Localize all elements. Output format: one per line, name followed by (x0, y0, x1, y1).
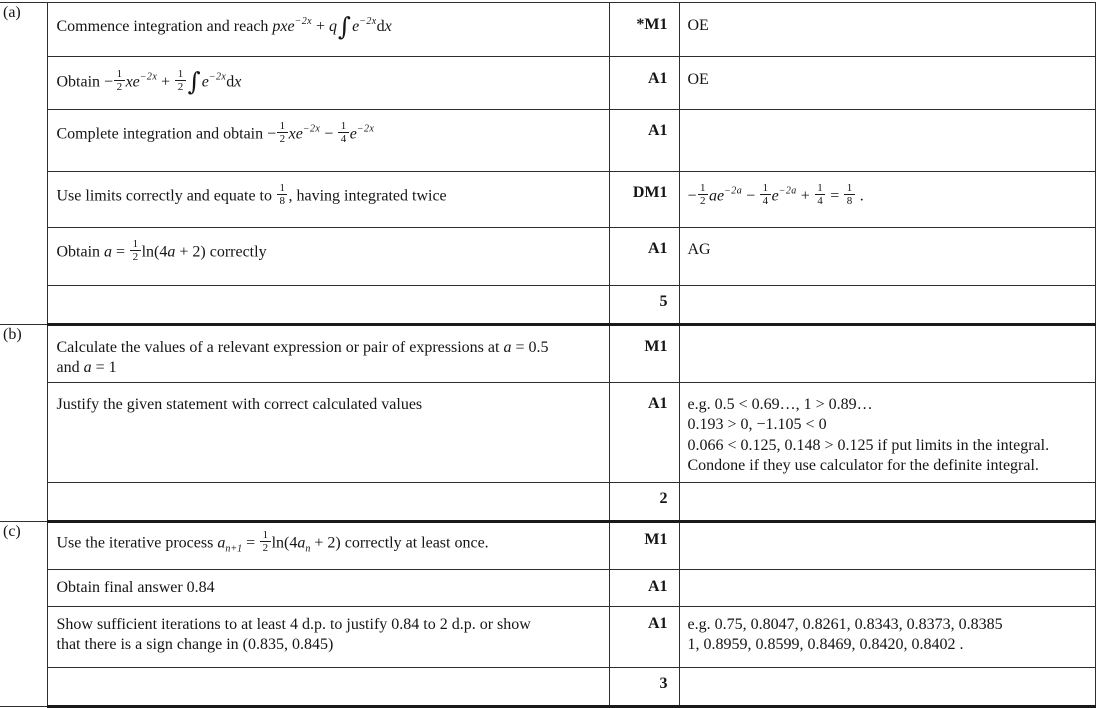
mark-cell: A1 (609, 570, 679, 607)
part-label: (b) (0, 325, 47, 522)
description-cell: Complete integration and obtain − $\frac{1}{2}$ $xe^{-2x}$ − $\frac{1}{4}$ $e^{-2x}$ (47, 110, 609, 172)
description-cell: Use the iterative process $a_{n+1}$ = $\frac{1}{2}$ $\ln(4a_n + 2)$ correctly at least once. (47, 522, 609, 570)
description-cell: Obtain − $\frac{1}{2}$ $xe^{-2x}$ + $\frac{1}{2}$ $\int e^{-2x}dx$ (47, 57, 609, 110)
table-row (0, 325, 1095, 383)
table-row (0, 3, 1095, 57)
mark-cell: A1 (609, 110, 679, 172)
integral-sign: ∫ (338, 12, 352, 41)
stacked-fraction: $\frac{1}{2}$ (113, 68, 126, 93)
stacked-fraction: $\frac{1}{2}$ (276, 120, 289, 145)
mark-cell: A1 (609, 607, 679, 668)
mark-cell: M1 (609, 325, 679, 383)
stacked-fraction: $\frac{1}{4}$ (814, 182, 827, 207)
comment-cell (679, 110, 1095, 172)
description-cell: Obtain a = $\frac{1}{2}$ ln(4a + 2) correctly (47, 228, 609, 286)
mark-cell: DM1 (609, 172, 679, 228)
total-row (0, 483, 1095, 522)
comment-cell: OE (679, 3, 1095, 57)
description-cell: Justify the given statement with correct calculated values (47, 383, 609, 483)
part-label: (a) (0, 3, 47, 325)
mark-scheme-table (0, 2, 1096, 708)
stacked-fraction: $\frac{1}{2}$ (129, 238, 142, 263)
stacked-fraction: $\frac{1}{8}$ (843, 182, 856, 207)
table-row (0, 607, 1095, 668)
comment-cell: − $\frac{1}{2}$ $ae^{-2a}$ − $\frac{1}{4}$ $e^{-2a}$ + $\frac{1}{4}$ = $\frac{1}{8}$ . (679, 172, 1095, 228)
description-cell: Calculate the values of a relevant expression or pair of expressions at a = 0.5 and a = 1 (47, 325, 609, 383)
empty-description-cell (47, 668, 609, 707)
empty-description-cell (47, 286, 609, 325)
table-row (0, 172, 1095, 228)
mark-cell: M1 (609, 522, 679, 570)
mark-cell: *M1 (609, 3, 679, 57)
table-row (0, 383, 1095, 483)
mark-cell: A1 (609, 383, 679, 483)
table-row (0, 522, 1095, 570)
comment-cell: e.g. 0.5 < 0.69…, 1 > 0.89… 0.193 > 0, −1.105 < 0 0.066 < 0.125, 0.148 > 0.125 if put limits in the integral. Condone if they use calculator for the definite integral. (679, 383, 1095, 483)
total-marks-cell: 2 (609, 483, 679, 522)
comment-cell (679, 570, 1095, 607)
stacked-fraction: $\frac{1}{2}$ (174, 68, 187, 93)
stacked-fraction: $\frac{1}{4}$ (337, 120, 350, 145)
total-row (0, 668, 1095, 707)
description-cell: Obtain final answer 0.84 (47, 570, 609, 607)
description-cell: Use limits correctly and equate to $\frac{1}{8}$ , having integrated twice (47, 172, 609, 228)
comment-cell: OE (679, 57, 1095, 110)
stacked-fraction: $\frac{1}{8}$ (276, 182, 289, 207)
table-row (0, 110, 1095, 172)
stacked-fraction: $\frac{1}{4}$ (759, 182, 772, 207)
empty-description-cell (47, 483, 609, 522)
total-marks-cell: 3 (609, 668, 679, 707)
empty-comment-cell (679, 668, 1095, 707)
table-row (0, 228, 1095, 286)
empty-comment-cell (679, 483, 1095, 522)
comment-cell: e.g. 0.75, 0.8047, 0.8261, 0.8343, 0.8373, 0.8385 1, 0.8959, 0.8599, 0.8469, 0.8420, 0.8402 . (679, 607, 1095, 668)
description-cell: Show sufficient iterations to at least 4 d.p. to justify 0.84 to 2 d.p. or show that there is a sign change in (0.835, 0.845) (47, 607, 609, 668)
total-row (0, 286, 1095, 325)
comment-cell: AG (679, 228, 1095, 286)
empty-comment-cell (679, 286, 1095, 325)
integral-sign: ∫ (187, 67, 201, 97)
mark-cell: A1 (609, 57, 679, 110)
comment-cell (679, 325, 1095, 383)
table-row (0, 570, 1095, 607)
stacked-fraction: $\frac{1}{2}$ (259, 529, 272, 554)
comment-cell (679, 522, 1095, 570)
total-marks-cell: 5 (609, 286, 679, 325)
mark-cell: A1 (609, 228, 679, 286)
table-row (0, 57, 1095, 110)
part-label: (c) (0, 522, 47, 707)
stacked-fraction: $\frac{1}{2}$ (697, 182, 710, 207)
description-cell: Commence integration and reach $pxe^{-2x} + q\int e^{-2x}dx$ (47, 3, 609, 57)
